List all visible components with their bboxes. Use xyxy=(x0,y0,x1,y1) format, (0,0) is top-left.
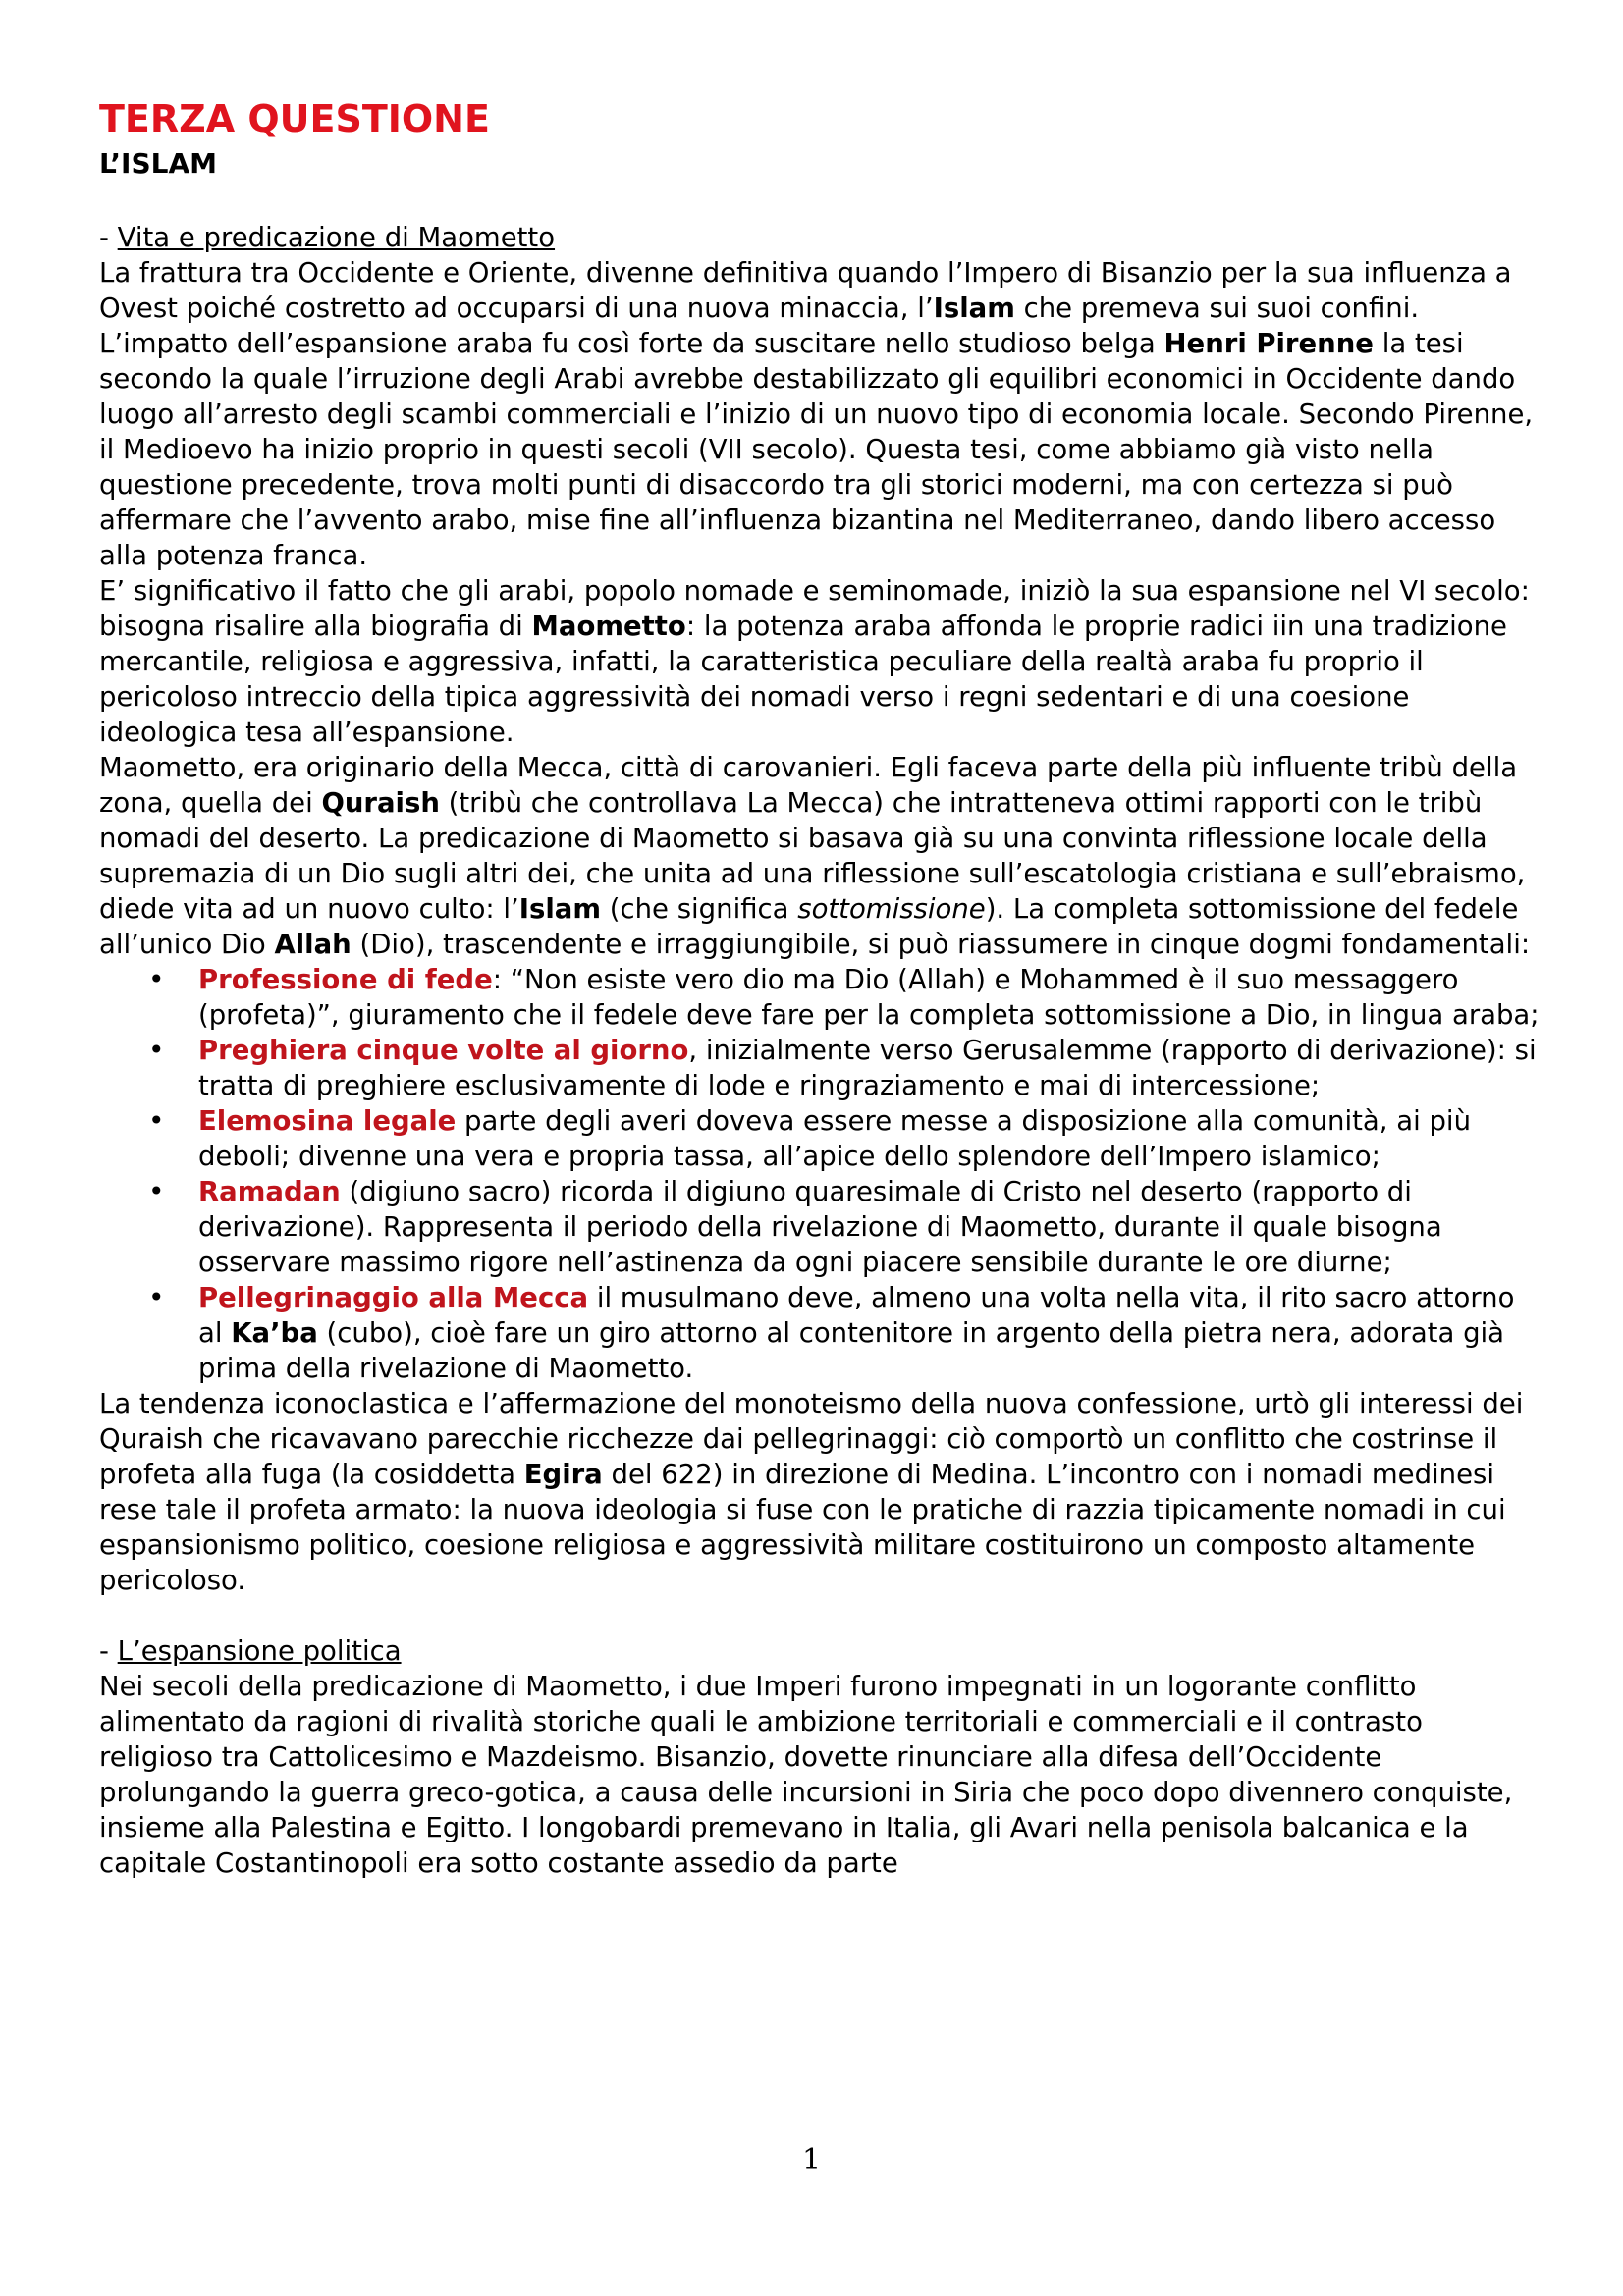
heading-prefix: - xyxy=(99,222,118,253)
term-henri-pirenne: Henri Pirenne xyxy=(1163,328,1374,359)
term-egira: Egira xyxy=(523,1459,603,1490)
term-kaba: Ka’ba xyxy=(231,1317,318,1349)
bullet-icon: • xyxy=(148,1175,165,1207)
term-islam-2: Islam xyxy=(518,893,602,925)
list-item: • Preghiera cinque volte al giorno, inizialmente verso Gerusalemme (rapporto di derivazione): si tratta di preghiere esclusivamente di lode e ringraziamento e mai di intercessione; xyxy=(148,1034,1537,1101)
bullet-icon: • xyxy=(148,1281,165,1313)
section-heading-vita xyxy=(99,220,1542,255)
list-item: • Elemosina legale parte degli averi doveva essere messe a disposizione alla comunità, ai più deboli; divenne una vera e propria tassa, all’apice dello splendore dell’Impero islamico; xyxy=(148,1104,1472,1172)
bullet-icon: • xyxy=(148,963,165,995)
paragraph-egira: La tendenza iconoclastica e l’affermazione del monoteismo della nuova confessione, urtò gli interessi dei Quraish che ricavavano parecchie ricchezze dai pellegrinaggi: ciò comportò un conflitto che costrinse il profeta alla fuga (la cosiddetta Egira del 622) in direzione di Medina. L’incontro con i nomadi medinesi rese tale il profeta armato: la nuova ideologia si fuse con le pratiche di razzia tipicamente nomadi in cui espansionismo politico, coesione religiosa e aggressività militare costituirono un composto altamente pericoloso. xyxy=(99,1388,1524,1596)
paragraph-mecca: Maometto, era originario della Mecca, città di carovanieri. Egli faceva parte della più influente tribù della zona, quella dei Quraish (tribù che controllava La Mecca) che intratteneva ottimi rapporti con le tribù nomadi del deserto. La predicazione di Maometto si basava già su una convinta riflessione locale della supremazia di un Dio sugli altri dei, che unita ad una riflessione sull’escatologia cristiana e sull’ebraismo, diede vita ad un nuovo culto: l’Islam (che significa sottomissione). La completa sottomissione del fedele all’unico Dio Allah (Dio), trascendente e irraggiungibile, si può riassumere in cinque dogmi fondamentali: xyxy=(99,752,1531,960)
term-quraish: Quraish xyxy=(321,787,440,819)
dogmi-list xyxy=(99,962,1542,1386)
dogma-term: Pellegrinaggio alla Mecca xyxy=(198,1282,589,1313)
spacer xyxy=(99,1598,1542,1633)
term-allah: Allah xyxy=(274,929,352,960)
list-item: • Professione di fede: “Non esiste vero dio ma Dio (Allah) e Mohammed è il suo messaggero (profeta)”, giuramento che il fedele deve fare per la completa sottomissione a Dio, in lingua araba; xyxy=(148,963,1540,1031)
page-number: 1 xyxy=(801,2143,822,2177)
page-subtitle: L’ISLAM xyxy=(99,147,217,180)
section-heading-espansione xyxy=(99,1633,1542,1669)
heading-prefix: - xyxy=(99,1635,118,1667)
paragraph-frattura: La frattura tra Occidente e Oriente, divenne definitiva quando l’Impero di Bisanzio per la sua influenza a Ovest poiché costretto ad occuparsi di una nuova minaccia, l’Islam che premeva sui suoi confini. L’impatto dell’espansione araba fu così forte da suscitare nello studioso belga Henri Pirenne la tesi secondo la quale l’irruzione degli Arabi avrebbe destabilizzato gli equilibri economici in Occidente dando luogo all’arresto degli scambi commerciali e l’inizio di un nuovo tipo di economia locale. Secondo Pirenne, il Medioevo ha inizio proprio in questi secoli (VII secolo). Questa tesi, come abbiamo già visto nella questione precedente, trova molti punti di disaccordo tra gli storici moderni, ma con certezza si può affermare che l’avvento arabo, mise fine all’influenza bizantina nel Mediterraneo, dando libero accesso alla potenza franca. xyxy=(99,257,1534,571)
term-sottomissione: sottomissione xyxy=(797,893,986,925)
paragraph-arabi: E’ significativo il fatto che gli arabi, popolo nomade e seminomade, iniziò la sua espansione nel VI secolo: bisogna risalire alla biografia di Maometto: la potenza araba affonda le proprie radici iin una tradizione mercantile, religiosa e aggressiva, infatti, la caratteristica peculiare della realtà araba fu proprio il pericoloso intreccio della tipica aggressività dei nomadi verso i regni sedentari e di una coesione ideologica tesa all’espansione. xyxy=(99,575,1530,748)
list-item: • Ramadan (digiuno sacro) ricorda il digiuno quaresimale di Cristo nel deserto (rapporto di derivazione). Rappresenta il periodo della rivelazione di Maometto, durante il quale bisogna osservare massimo rigore nell’astinenza da ogni piacere sensibile durante le ore diurne; xyxy=(148,1175,1442,1278)
term-islam: Islam xyxy=(933,293,1015,324)
heading-text: Vita e predicazione di Maometto xyxy=(117,222,556,253)
list-item: • Pellegrinaggio alla Mecca il musulmano deve, almeno una volta nella vita, il rito sacro attorno al Ka’ba (cubo), cioè fare un giro attorno al contenitore in argento della pietra nera, adorata già prima della rivelazione di Maometto. xyxy=(148,1281,1515,1384)
dogma-term: Ramadan xyxy=(198,1176,341,1207)
bullet-icon: • xyxy=(148,1104,165,1137)
dogma-term: Professione di fede xyxy=(198,964,493,995)
bullet-icon: • xyxy=(148,1034,165,1066)
document-page xyxy=(99,94,1542,1881)
dogma-term: Preghiera cinque volte al giorno xyxy=(198,1035,689,1066)
page-title: TERZA QUESTIONE xyxy=(99,97,490,140)
heading-text: L’espansione politica xyxy=(117,1635,402,1667)
paragraph-imperi: Nei secoli della predicazione di Maometto, i due Imperi furono impegnati in un logorante conflitto alimentato da ragioni di rivalità storiche quali le ambizione territoriali e commerciali e il contrasto religioso tra Cattolicesimo e Mazdeismo. Bisanzio, dovette rinunciare alla difesa dell’Occidente prolungando la guerra greco-gotica, a causa delle incursioni in Siria che poco dopo divennero conquiste, insieme alla Palestina e Egitto. I longobardi premevano in Italia, gli Avari nella penisola balcanica e la capitale Costantinopoli era sotto costante assedio da parte xyxy=(99,1671,1513,1879)
dogma-term: Elemosina legale xyxy=(198,1105,457,1137)
term-maometto: Maometto xyxy=(531,611,686,642)
